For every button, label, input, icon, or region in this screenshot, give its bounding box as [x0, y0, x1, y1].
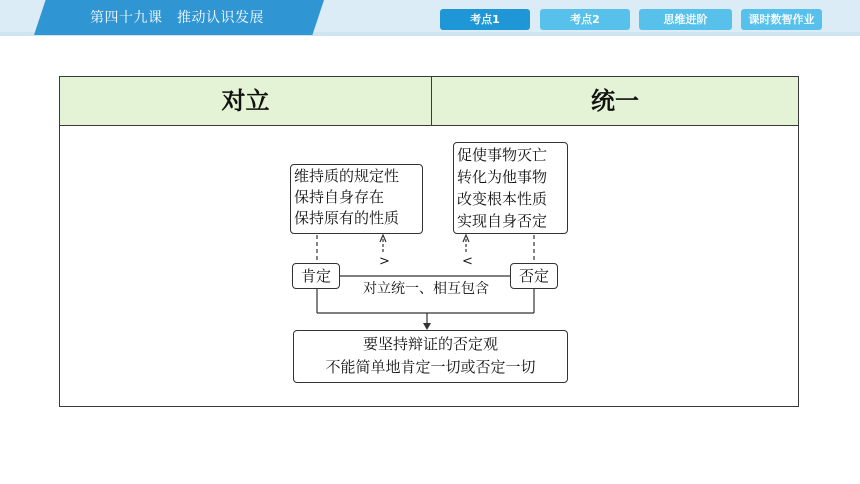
unity-relation-label: 对立统一、相互包含: [345, 278, 507, 298]
tab-kaodian-2[interactable]: 考点2: [540, 9, 630, 30]
conclusion-line-2: 不能简单地肯定一切或否定一切: [325, 358, 536, 376]
conclusion-box: [293, 330, 568, 383]
lesson-title: 第四十九课 推动认识发展: [90, 10, 264, 26]
negate-line-1: 促使事物灭亡: [457, 146, 548, 164]
left-arrow-symbol: >: [379, 254, 390, 269]
negate-line-3: 改变根本性质: [457, 190, 548, 208]
right-arrow-symbol: <: [462, 254, 473, 269]
conclusion-line-1: 要坚持辩证的否定观: [362, 335, 498, 353]
affirm-line-3: 保持原有的性质: [294, 209, 400, 227]
negation-box: 否定: [510, 263, 558, 289]
affirmation-box: 肯定: [292, 263, 340, 289]
tab-homework[interactable]: 课时数智作业: [741, 9, 822, 30]
tab-kaodian-1[interactable]: 考点1: [440, 9, 530, 30]
affirm-line-1: 维持质的规定性: [294, 167, 400, 185]
negation-effects-box: [453, 142, 568, 234]
header-unity: 统一: [591, 87, 639, 115]
tab-thinking-advance[interactable]: 思维进阶: [639, 9, 732, 30]
negate-line-4: 实现自身否定: [457, 212, 548, 230]
negate-line-2: 转化为他事物: [457, 168, 548, 186]
header-opposition: 对立: [60, 77, 432, 125]
affirm-line-2: 保持自身存在: [294, 188, 385, 206]
affirmation-effects-box: [290, 164, 423, 234]
